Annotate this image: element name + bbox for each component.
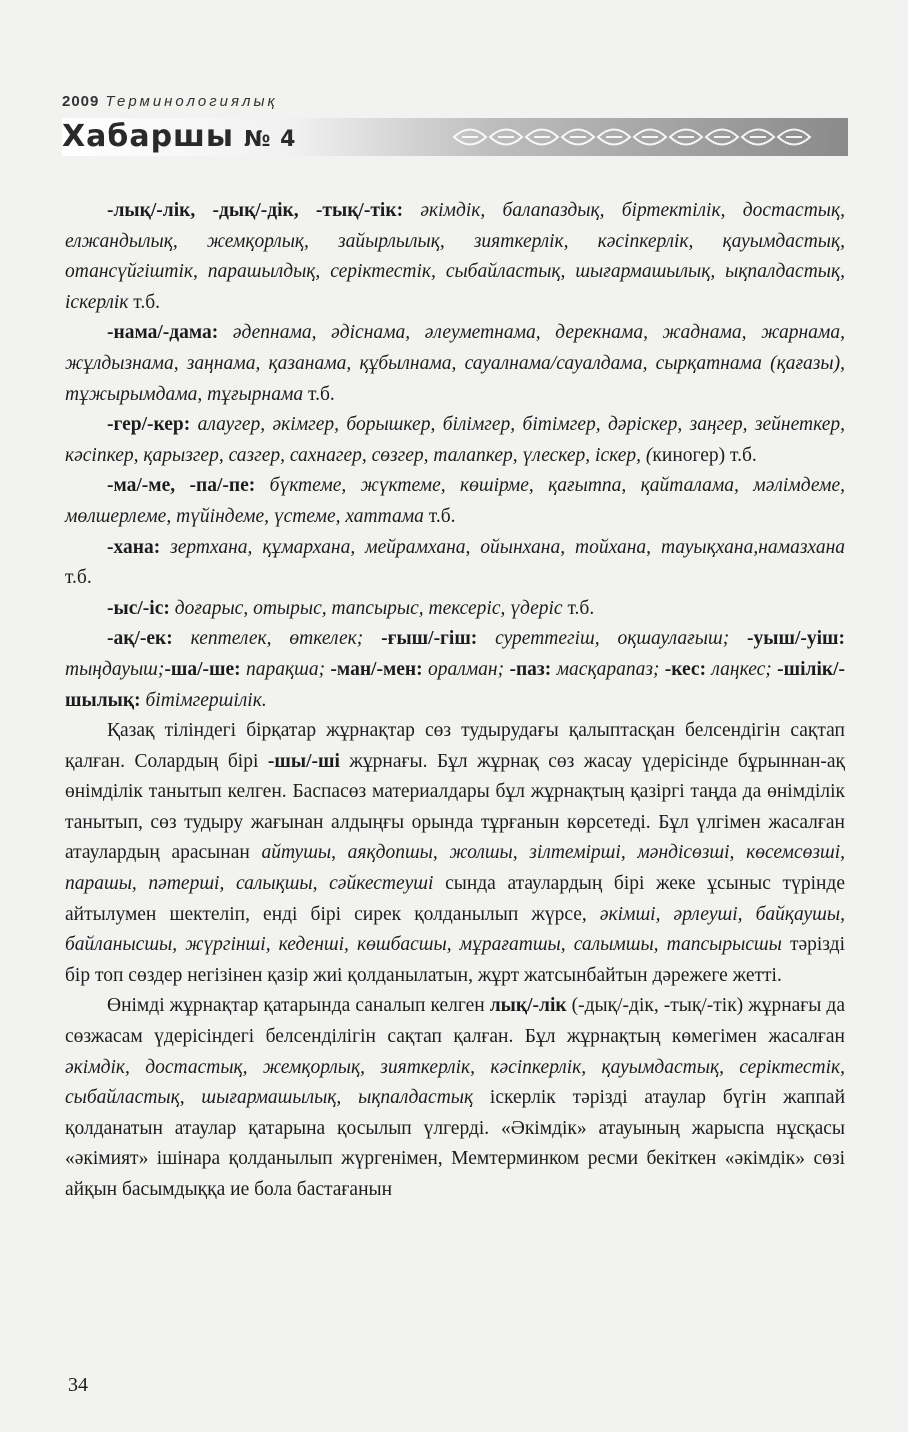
text-run: киногер) т.б. [652,444,757,466]
example-words: әкімдік, балапаздық, біртектілік, достастық, елжандылық, жемқорлық, зайырлылық, зияткерлік, кәсіпкерлік, қауымдастық, отансүйгіштік, парашылдық, серіктестік, сыбайластық, шығармашылық, ықпалдастық, іскерлік [65,200,845,313]
suffix-term: -ша/-ше: [164,658,246,680]
example-words: бүктеме, жүктеме, көшірме, қағытпа, қайталама, мәлімдеме, мөлшерлеме, түйіндеме, үстеме, хаттама [65,475,845,527]
journal-title-text: Хабаршы [62,119,235,154]
suffix-term: -кес: [664,658,712,680]
suffix-term: -ыс/-іс: [107,597,175,619]
body-paragraph [65,716,845,991]
suffix-list-paragraph [65,533,845,594]
suffix-list-paragraph [65,594,845,625]
example-words: тыңдауыш; [65,658,165,680]
text-run: тәрізді бір топ сөздер негізінен қазір жиі қолданылатын, жұрт жатсынбайтын дәрежеге жетті. [65,934,845,986]
suffix-list-paragraph [65,471,845,532]
example-words: әдепнама, әдіснама, әлеуметнама, дерекнама, жаднама, жарнама, жұлдызнама, заңнама, қазанама, құбылнама, сауалнама/сауалдама, сырқатнама (қағазы), тұжырымдама, тұғырнама [65,322,845,405]
body-paragraph [65,991,845,1205]
suffix-term: -уыш/-уіш: [747,628,845,650]
header-journal-type: Терминологиялық [105,93,278,110]
example-words: әкімдік, достастық, жемқорлық, зияткерлік, кәсіпкерлік, қауымдастық, серіктестік, сыбайластық, шығармашылық, ықпалдастық [65,1056,845,1109]
suffix-term: -лық/-лік, -дық/-дік, -тық/-тік: [107,200,421,221]
example-words: әкімші, әрлеуші, байқаушы, байланысшы, жүргінші, кеденші, көшбасшы, мұрағатшы, салымшы, тапсырысшы [65,903,845,956]
suffix-term: -ғыш/-гіш: [381,628,496,650]
example-words: оралман; [427,658,510,680]
issue-number: № 4 [244,127,297,152]
suffix-term: -шілік/-шылық: [65,658,846,711]
example-words: айтушы, аяқдопшы, жолшы, зілтемірші, мәндісөзші, көсемсөзші, парашы, пәтерші, салықшы, сәйкестеуші [65,842,845,895]
text-run: т.б. [128,291,161,313]
suffix-term: -ман/-мен: [330,658,428,680]
journal-title [62,116,296,158]
text-run: т.б. [65,567,92,589]
suffix-term: -шы/-ші [267,750,340,772]
example-words: масқарапаз; [556,658,665,680]
text-run: Өнімді жұрнақтар қатарында саналып келген [107,995,490,1017]
example-words: суреттегіш, оқшаулағыш; [495,628,748,650]
article-body [65,196,845,1206]
suffix-list-paragraph [65,624,845,716]
header-year: 2009 [62,93,100,110]
example-words: лаңкес; [711,658,778,680]
text-run: т.б. [562,597,595,619]
suffix-term: -паз: [509,658,557,680]
suffix-term: -нама/-дама: [107,322,233,344]
suffix-list-paragraph [65,196,845,318]
text-run: сында атаулардың бірі жеке ұсыныс түрінде айтылумен шектеліп, енді бірі сирек қолданылып жүрсе, [65,873,845,925]
suffix-list-paragraph [65,410,845,471]
example-words: бітімгершілік. [145,689,267,711]
header-top-line [62,92,848,112]
suffix-term: -ма/-ме, -па/-пе: [107,475,270,497]
text-run: т.б. [423,505,456,527]
header-title-bar [62,116,848,158]
example-words: кептелек, өткелек; [190,628,382,650]
suffix-term: лық/-лік [489,995,567,1017]
example-words: доғарыс, отырыс, тапсырыс, тексеріс, үдеріс [174,597,563,619]
ornament-pattern-icon [450,120,850,154]
text-run: іскерлік тәрізді атаулар бүгін жаппай қолданатын атаулар қатарына қосылып үлгерді. «Әкімдік» атауының жарыспа нұсқасы «әкімият» ішінара қолданылып жүргенімен, Мемтерминком ресми бекіткен «әкімдік» сөзі айқын басымдыққа ие бола бастағанын [65,1087,846,1200]
text-run: жұрнағы. Бұл жұрнақ сөз жасау үдерісінде бұрыннан-ақ өнімділік танытып келген. Баспасөз материалдары бұл жұрнақтың қазіргі таңда да өнімділік танытып, сөз тудыру жағынан алдыңғы орында тұрғанын көрсетеді. Бұл үлгімен жасалған атаулардың арасынан [65,750,846,864]
suffix-term: -ақ/-ек: [107,628,191,650]
page-number: 34 [68,1374,88,1396]
text-run: т.б. [303,383,335,405]
suffix-list-paragraph [65,318,845,410]
text-run: Қазақ тіліндегі бірқатар жұрнақтар сөз тудырудағы қалыптасқан белсендігін сақтап қалған. Солардың бірі [65,720,845,772]
example-words: зертхана, құмархана, мейрамхана, ойынхана, тойхана, тауықхана,намазхана [170,536,846,558]
example-words: парақша; [245,658,331,680]
suffix-term: -хана: [107,536,171,558]
journal-header [62,92,848,158]
example-words: алаугер, әкімгер, борышкер, білімгер, бітімгер, дәріскер, заңгер, зейнеткер, кәсіпкер, қарызгер, сазгер, сахнагер, сөзгер, талапкер, үлескер, іскер, ( [65,414,845,466]
suffix-term: -гер/-кер: [107,414,198,436]
text-run: (-дық/-дік, -тық/-тік) жұрнағы да сөзжасам үдерісіндегі белсенділігін сақтап қалған. Бұл жұрнақтың көмегімен жасалған [65,995,845,1048]
